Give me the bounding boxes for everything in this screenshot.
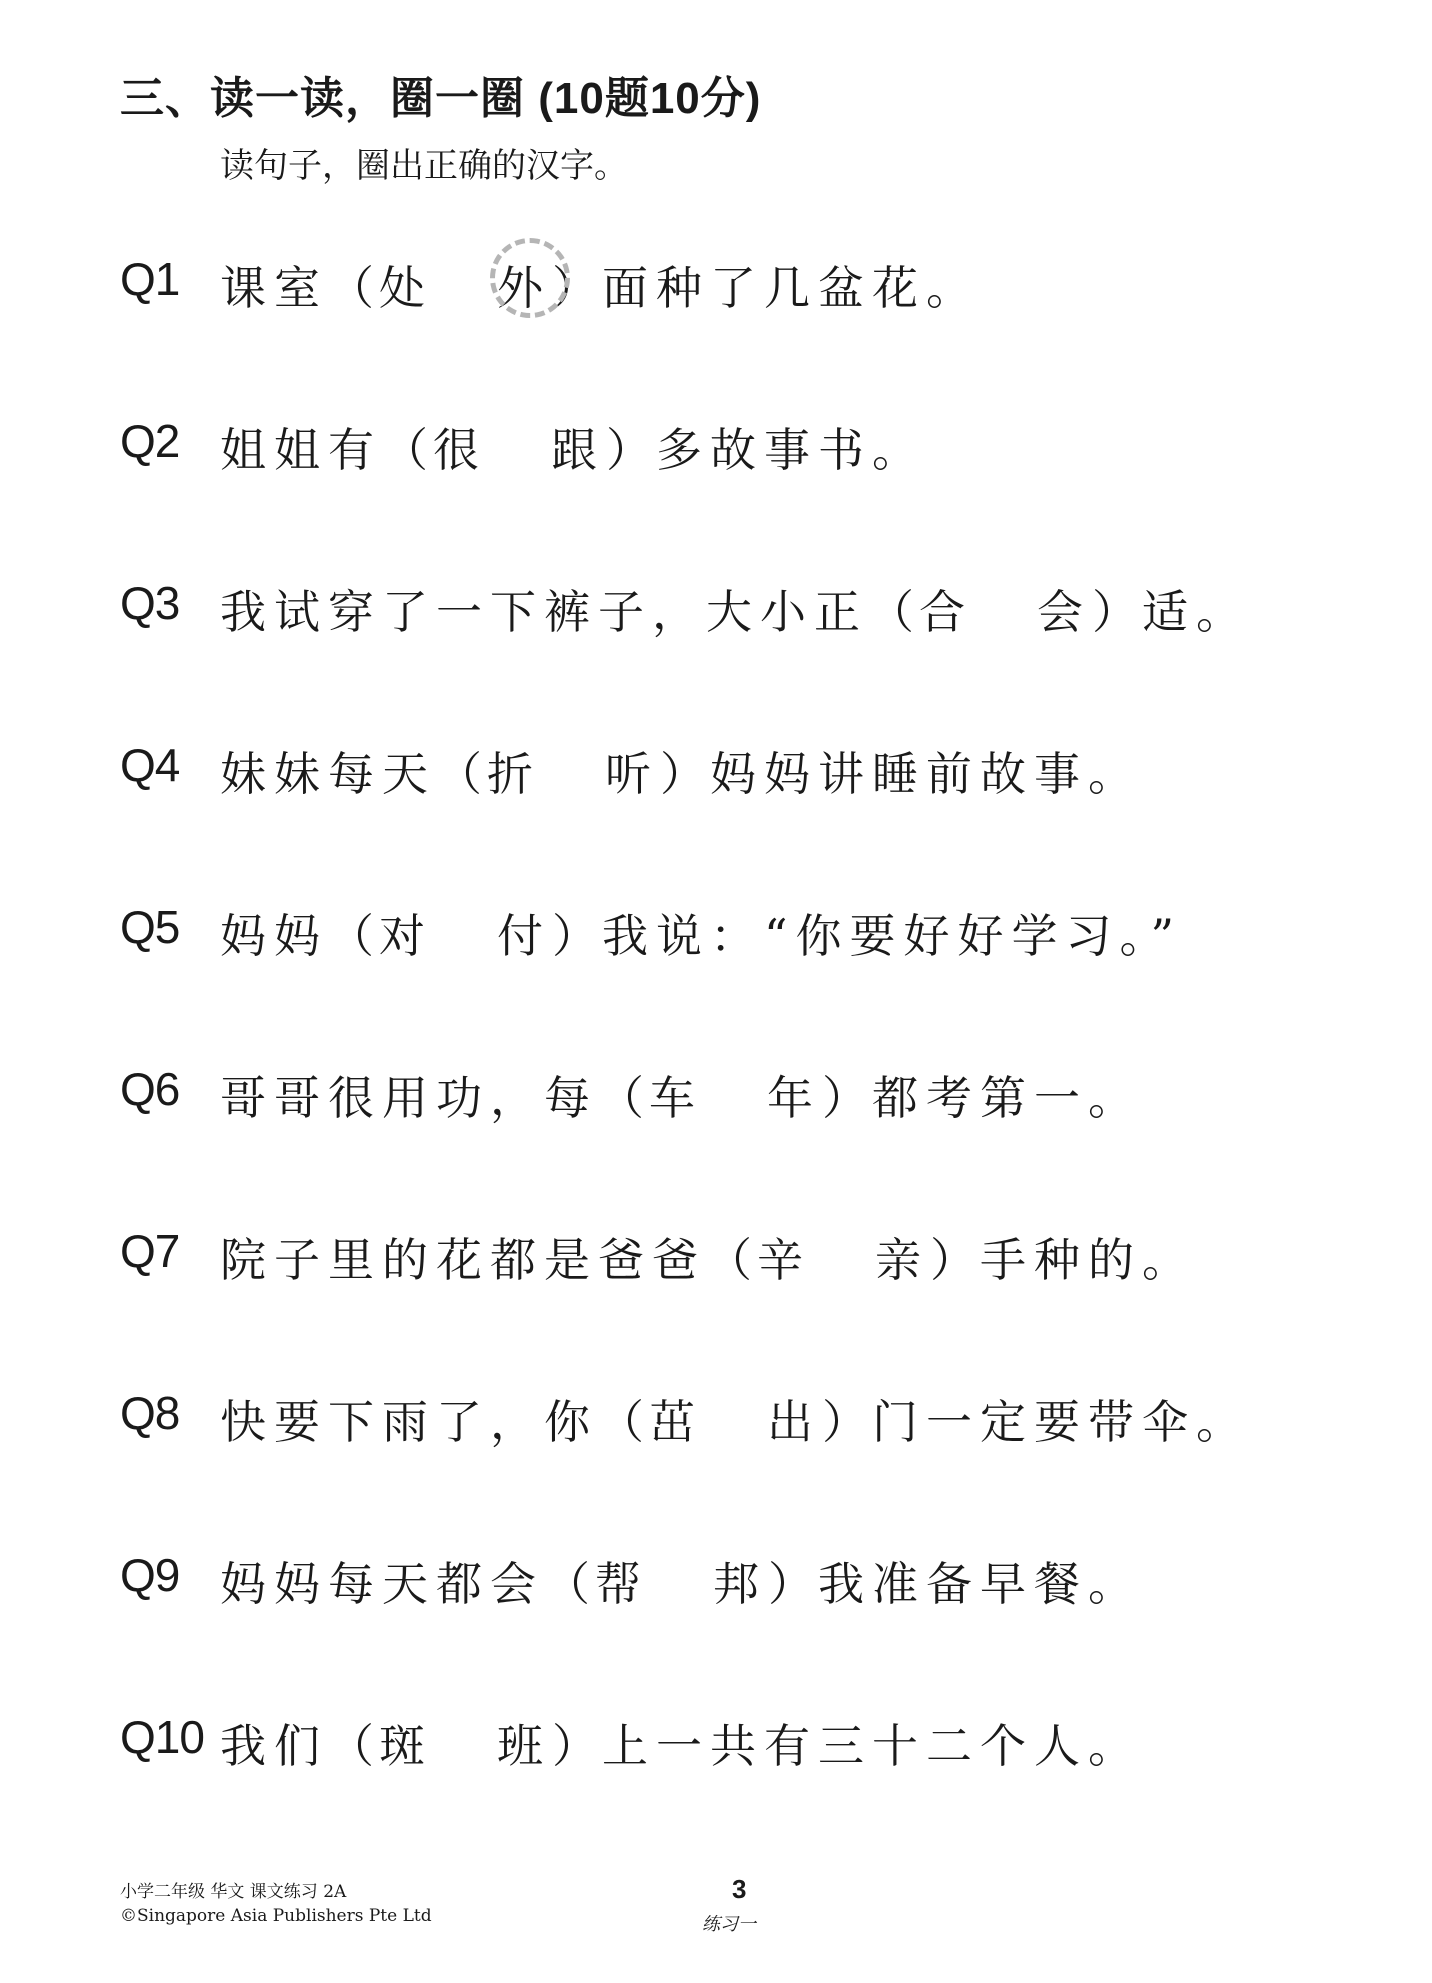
sentence-before: 课室 — [220, 261, 328, 315]
exercise-label: 练习一 — [702, 1914, 756, 1935]
close-parenthesis: ） — [822, 1071, 876, 1125]
question-sentence — [220, 414, 926, 480]
close-parenthesis: ） — [660, 747, 714, 801]
sentence-before: 院子里的花都是爸爸 — [220, 1233, 706, 1287]
instruction: 读句子，圈出正确的汉字。 — [220, 146, 628, 186]
question-sentence — [220, 1224, 1196, 1290]
sentence-after: 上一共有三十二个人。 — [602, 1719, 1142, 1773]
close-parenthesis: ） — [552, 909, 606, 963]
sentence-before: 快要下雨了，你 — [220, 1395, 598, 1449]
sentence-after: 都考第一。 — [872, 1071, 1142, 1125]
sentence-after: 手种的。 — [980, 1233, 1196, 1287]
close-parenthesis: ） — [822, 1395, 876, 1449]
question-number: Q6 — [120, 1063, 180, 1115]
sentence-before: 妹妹每天 — [220, 747, 436, 801]
option-1[interactable]: 对 — [379, 909, 433, 963]
open-parenthesis: （ — [706, 1233, 760, 1287]
open-parenthesis: （ — [598, 1395, 652, 1449]
sentence-after: 门一定要带伞。 — [872, 1395, 1250, 1449]
open-parenthesis: （ — [382, 423, 436, 477]
option-2[interactable]: 年 — [767, 1071, 821, 1125]
open-parenthesis: （ — [868, 585, 922, 639]
question-number: Q7 — [120, 1225, 180, 1277]
option-2[interactable]: 出 — [767, 1395, 821, 1449]
question-sentence — [220, 1710, 1142, 1776]
option-1[interactable]: 合 — [919, 585, 973, 639]
option-2[interactable]: 邦 — [713, 1557, 767, 1611]
sentence-after: 我说：“你要好好学习。” — [602, 909, 1183, 963]
option-2[interactable]: 付 — [497, 909, 551, 963]
question-number: Q1 — [120, 253, 180, 305]
option-1[interactable]: 车 — [649, 1071, 703, 1125]
question-sentence — [220, 738, 1142, 804]
section-score: (10题10分) — [525, 74, 762, 123]
sentence-before: 哥哥很用功，每 — [220, 1071, 598, 1125]
close-parenthesis: ） — [1092, 585, 1146, 639]
question-number: Q8 — [120, 1387, 180, 1439]
option-2[interactable]: 会 — [1037, 585, 1091, 639]
sentence-before: 妈妈 — [220, 909, 328, 963]
question-number: Q5 — [120, 901, 180, 953]
option-2[interactable]: 亲 — [875, 1233, 929, 1287]
option-1[interactable]: 斑 — [379, 1719, 433, 1773]
question-number: Q9 — [120, 1549, 180, 1601]
footer-copyright: ©Singapore Asia Publishers Pte Ltd — [120, 1906, 432, 1926]
question-sentence — [220, 1062, 1142, 1128]
option-1[interactable]: 处 — [379, 261, 433, 315]
close-parenthesis: ） — [552, 261, 606, 315]
option-1[interactable]: 折 — [487, 747, 541, 801]
question-sentence — [220, 576, 1250, 642]
close-parenthesis: ） — [930, 1233, 984, 1287]
option-1[interactable]: 帮 — [595, 1557, 649, 1611]
page-number: 3 — [732, 1874, 747, 1904]
open-parenthesis: （ — [328, 1719, 382, 1773]
sentence-after: 我准备早餐。 — [818, 1557, 1142, 1611]
sentence-after: 妈妈讲睡前故事。 — [710, 747, 1142, 801]
sentence-before: 姐姐有 — [220, 423, 382, 477]
option-2[interactable]: 听 — [605, 747, 659, 801]
sentence-before: 我试穿了一下裤子，大小正 — [220, 585, 868, 639]
sentence-after: 多故事书。 — [656, 423, 926, 477]
option-1[interactable]: 辛 — [757, 1233, 811, 1287]
open-parenthesis: （ — [436, 747, 490, 801]
question-sentence — [220, 900, 1182, 966]
close-parenthesis: ） — [552, 1719, 606, 1773]
question-sentence — [220, 252, 980, 318]
question-number: Q3 — [120, 577, 180, 629]
option-1[interactable]: 很 — [433, 423, 487, 477]
question-number: Q4 — [120, 739, 180, 791]
section-title — [120, 62, 761, 126]
option-2[interactable]: 跟 — [551, 423, 605, 477]
question-sentence — [220, 1386, 1250, 1452]
option-2[interactable]: 班 — [497, 1719, 551, 1773]
sentence-before: 我们 — [220, 1719, 328, 1773]
open-parenthesis: （ — [328, 261, 382, 315]
option-2[interactable]: 外 — [496, 252, 552, 318]
section-title-text: 三、读一读，圈一圈 — [120, 73, 525, 124]
open-parenthesis: （ — [328, 909, 382, 963]
sentence-after: 适。 — [1142, 585, 1250, 639]
close-parenthesis: ） — [768, 1557, 822, 1611]
question-sentence — [220, 1548, 1142, 1614]
close-parenthesis: ） — [606, 423, 660, 477]
option-1[interactable]: 茁 — [649, 1395, 703, 1449]
question-number: Q10 — [120, 1711, 204, 1763]
sentence-after: 面种了几盆花。 — [602, 261, 980, 315]
footer-book-title: 小学二年级 华文 课文练习 2A — [120, 1882, 347, 1902]
open-parenthesis: （ — [598, 1071, 652, 1125]
sentence-before: 妈妈每天都会 — [220, 1557, 544, 1611]
footer-book-info — [120, 1880, 432, 1928]
open-parenthesis: （ — [544, 1557, 598, 1611]
question-number: Q2 — [120, 415, 180, 467]
